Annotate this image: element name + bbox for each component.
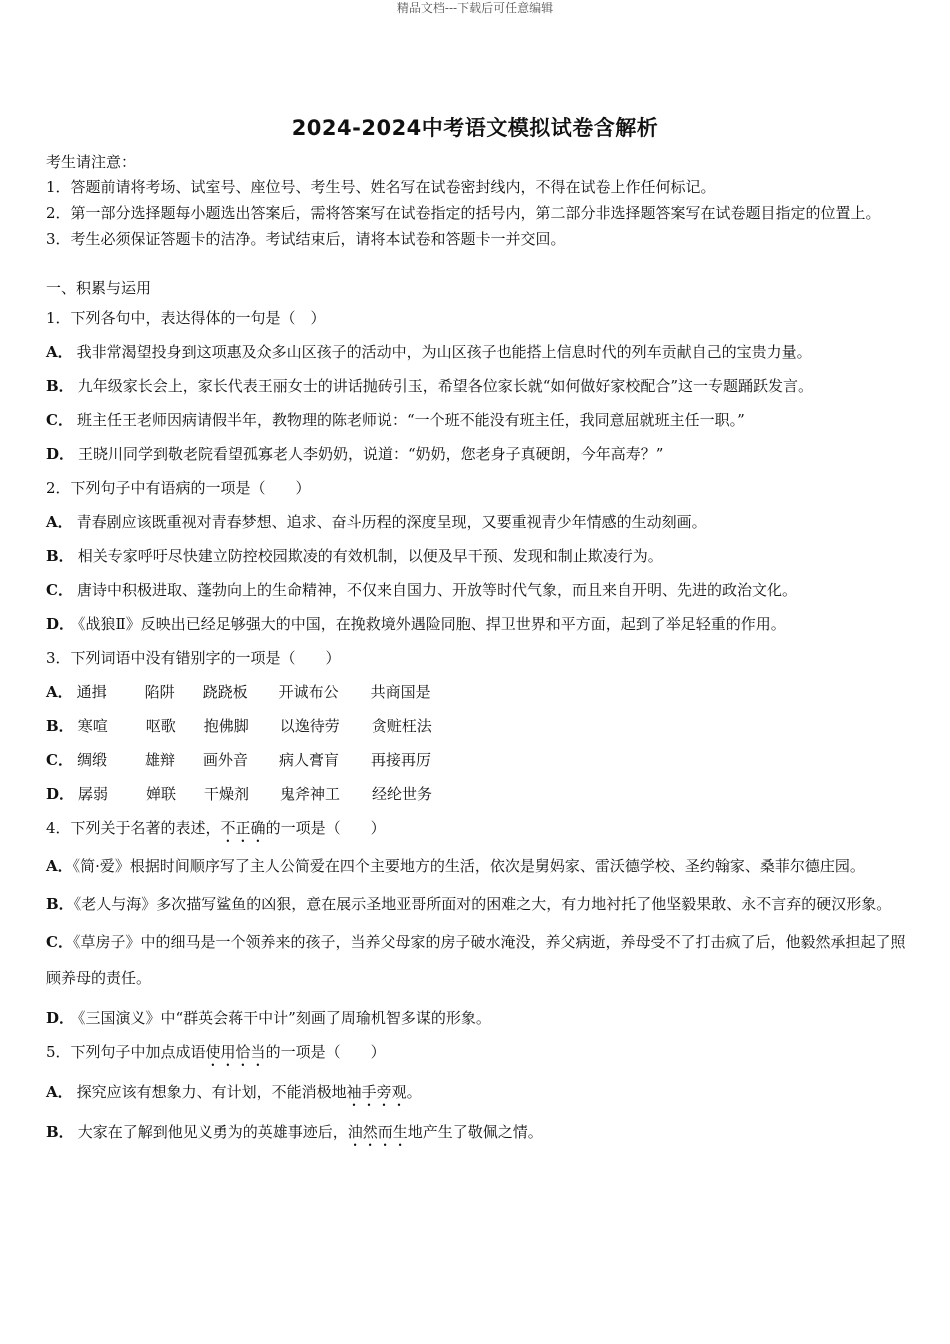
question-1-stem: 1．下列各句中，表达得体的一句是（ ） (46, 309, 326, 327)
question-2-option-a: A． 青春剧应该既重视对青春梦想、追求、奋斗历程的深度呈现，又要重视青少年情感的生动刻画。 (46, 513, 707, 531)
question-2-stem: 2．下列句子中有语病的一项是（ ） (46, 479, 311, 497)
question-1-option-b: B． 九年级家长会上，家长代表王丽女士的讲话抛砖引玉，希望各位家长就“如何做好家校配合”这一专题踊跃发言。 (46, 377, 814, 395)
question-4-option-a: A．《简·爱》根据时间顺序写了主人公简爱在四个主要地方的生活，依次是舅妈家、雷沃德学校、圣约翰家、桑菲尔德庄园。 (46, 857, 865, 875)
question-4-option-b: B．《老人与海》多次描写鲨鱼的凶狠，意在展示圣地亚哥所面对的困难之大，有力地衬托了他坚毅果敢、永不言弃的硬汉形象。 (46, 895, 892, 913)
emphasized-text: 使用恰当 (205, 1043, 266, 1061)
document-body (46, 150, 908, 1150)
document-title: 2024-2024中考语文模拟试卷含解析 (291, 116, 659, 140)
emphasized-idiom: 油然而生 (347, 1123, 408, 1141)
question-5-option-b: B． 大家在了解到他见义勇为的英雄事迹后，油然而生地产生了敬佩之情。 (46, 1123, 543, 1141)
question-3-option-b: B． 寒喧 呕歌 抱佛脚 以逸待劳 贪赃枉法 (46, 717, 432, 735)
question-2-option-b: B． 相关专家呼吁尽快建立防控校园欺凌的有效机制，以便及早干预、发现和制止欺凌行为。 (46, 547, 663, 565)
question-2-option-d: D． 《战狼Ⅱ》反映出已经足够强大的中国，在挽救境外遇险同胞、捍卫世界和平方面，起到了举足轻重的作用。 (46, 615, 786, 633)
question-4-option-c: C．《草房子》中的细马是一个领养来的孩子，当养父母家的房子破水淹没，养父病逝，养母受不了打击疯了后，他毅然承担起了照顾养母的责任。 (46, 933, 906, 987)
question-3-option-d: D． 孱弱 婵联 干燥剂 鬼斧神工 经纶世务 (46, 785, 433, 803)
question-2-option-c: C． 唐诗中积极进取、蓬勃向上的生命精神，不仅来自国力、开放等时代气象，而且来自开明、先进的政治文化。 (46, 581, 797, 599)
question-1-option-d: D． 王晓川同学到敬老院看望孤寡老人李奶奶，说道：“奶奶，您老身子真硬朗，今年高寿？” (46, 445, 664, 463)
section-heading: 一、积累与运用 (46, 279, 152, 297)
question-1-option-a: A． 我非常渴望投身到这项惠及众多山区孩子的活动中，为山区孩子也能搭上信息时代的列车贡献自己的宝贵力量。 (46, 343, 812, 361)
question-4-option-d: D． 《三国演义》中“群英会蒋干中计”刻画了周瑜机智多谋的形象。 (46, 1009, 491, 1027)
question-4-stem: 4．下列关于名著的表述，不正确的一项是（ ） (46, 819, 386, 837)
emphasized-idiom: 袖手旁观 (346, 1083, 407, 1101)
notice-item-3: 3．考生必须保证答题卡的洁净。考试结束后，请将本试卷和答题卡一并交回。 (46, 230, 566, 248)
question-3-option-c: C． 绸缎 雄辩 画外音 病人膏肓 再接再厉 (46, 751, 431, 769)
notice-heading: 考生请注意： (46, 153, 137, 171)
question-1-option-c: C． 班主任王老师因病请假半年，教物理的陈老师说：“一个班不能没有班主任，我同意屈就班主任一职。” (46, 411, 745, 429)
question-3-stem: 3．下列词语中没有错别字的一项是（ ） (46, 649, 341, 667)
question-5-option-a: A． 探究应该有想象力、有计划，不能消极地袖手旁观。 (46, 1083, 422, 1101)
question-3-option-a: A． 通揖 陷阱 跷跷板 开诚布公 共商国是 (46, 683, 431, 701)
question-5-stem: 5．下列句子中加点成语使用恰当的一项是（ ） (46, 1043, 386, 1061)
header-note: 精品文档---下载后可任意编辑 (396, 1, 554, 15)
notice-item-2: 2．第一部分选择题每小题选出答案后，需将答案写在试卷指定的括号内，第二部分非选择题答案写在试卷题目指定的位置上。 (46, 204, 881, 222)
emphasized-text: 不正确 (220, 819, 266, 837)
notice-item-1: 1．答题前请将考场、试室号、座位号、考生号、姓名写在试卷密封线内，不得在试卷上作任何标记。 (46, 178, 716, 196)
